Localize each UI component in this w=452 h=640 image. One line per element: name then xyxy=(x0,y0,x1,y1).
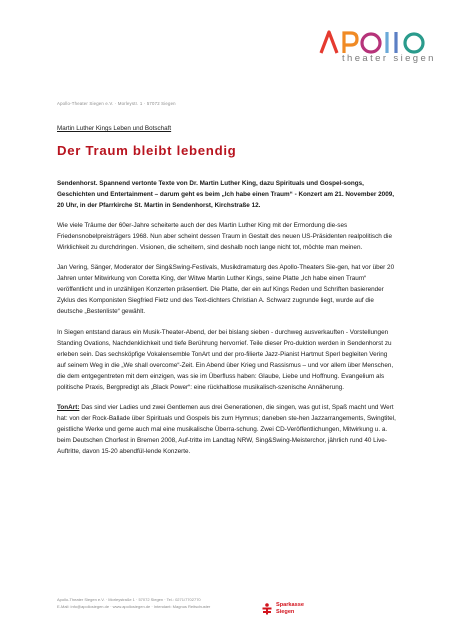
sender-line: Apollo-Theater Siegen e.V. · Morleystr. 1 · 57072 Siegen xyxy=(57,101,176,106)
tonart-paragraph xyxy=(57,402,397,457)
page-title: Der Traum bleibt lebendig xyxy=(57,143,237,158)
footer xyxy=(57,596,210,610)
lead-paragraph: Sendenhorst. Spannend vertonte Texte von Dr. Martin Luther King, dazu Spirituals und Gospel-songs, Geschichten und Entertainment – darum geht es beim „Ich habe einen Traum“ - Konzert am 21. November 2009, 20 Uhr, in der Pfarrkirche St. Martin in Sendenhorst, Kirchstraße 12. xyxy=(57,180,395,210)
kicker: Martin Luther Kings Leben und Botschaft xyxy=(57,125,172,132)
tonart-label: TonArt: xyxy=(57,403,80,411)
footer-contact: E-Mail: info@apollosiegen.de · www.apollosiegen.de · Intendant: Magnus Reitschuster xyxy=(57,604,211,609)
tonart-text: Das sind vier Ladies und zwei Gentlemen aus drei Generationen, die singen, was gut ist, Spaß macht und Wert hat: von der Rock-Ballade über Spirituals und Gospels bis zum Hymnus; daneben ste-hen Jazzarrangements, Swingtitel, geistliche Werke und gerne auch mal eine musikalische Überra-schung. Zwei CD-Veröffentlichungen, Mitwirkung u. a. beim Deutschen Chorfest in Bremen 2008, Auf-tritte im Landtag NRW, Sing&Swing-Meisterchor, jährlich rund 40 Live-Auftritte, davon 15-20 abendfül-lende Konzerte. xyxy=(57,403,396,455)
logo-subtitle: theater siegen xyxy=(342,53,436,64)
paragraph: In Siegen entstand daraus ein Musik-Theater-Abend, der bei bislang sieben - durchweg ausverkauften - Vorstellungen Standing Ovations, Nachdenklichkeit und tiefe Berührung hervorrief. Teile dieser Pro-duktion werden in Sendenhorst zu erleben sein. Das sechsköpfige Vokalensemble TonArt und der pro-filierte Jazz-Pianist Hartmut Sperl begleiten Vering auf seinem Weg in die „We shall overcome“-Zeit. Ein Abend über Krieg und Rassismus – und vor allem über Menschen, die dem entgegentreten mit dem einzigen, was sie im Überfluss haben: Glaube, Liebe und Hoffnung. Evangelium als politische Praxis, Bergpredigt als „Black Power“: eine rückhaltlose musikalisch-szenische Annäherung. xyxy=(57,328,394,391)
sparkasse-logo xyxy=(262,602,332,622)
paragraph: Jan Vering, Sänger, Moderator der Sing&Swing-Festivals, Musikdramaturg des Apollo-Theaters Sie-gen, hat vor über 20 Jahren unter Mitwirkung von Coretta King, der Witwe Martin Luther Kings, seine Platte „Ich habe einen Traum“ veröffentlicht und in unzähligen Konzerten präsentiert. Die Platte, der ein auf Kings Reden und Schriften basierender Zyklus des Komponisten Siegfried Fietz und des Text-dichters Christian A. Schwarz zugrunde liegt, wurde auf die deutsche „Bestenliste“ gewählt. xyxy=(57,264,395,316)
bank-name: Sparkasse xyxy=(276,602,304,608)
sparkasse-icon xyxy=(262,603,272,615)
article-body xyxy=(57,178,397,457)
bank-city: Siegen xyxy=(276,609,295,615)
footer-address: Apollo-Theater Siegen e.V. · Morleystraße 1 · 57072 Siegen · Tel.: 0271/7702770 xyxy=(57,597,201,602)
paragraph: Wie viele Träume der 60er-Jahre scheiterte auch der des Martin Luther King mit der Ermordung die-ses Friedensnobelpreisträgers 1968. Nun aber scheint dessen Traum in Gestalt des neuen US-Präsidenten realpolitisch die Wirklichkeit zu durchdringen. Visionen, die scheitern, sind deshalb noch lange nicht tot, möchte man meinen. xyxy=(57,222,392,252)
